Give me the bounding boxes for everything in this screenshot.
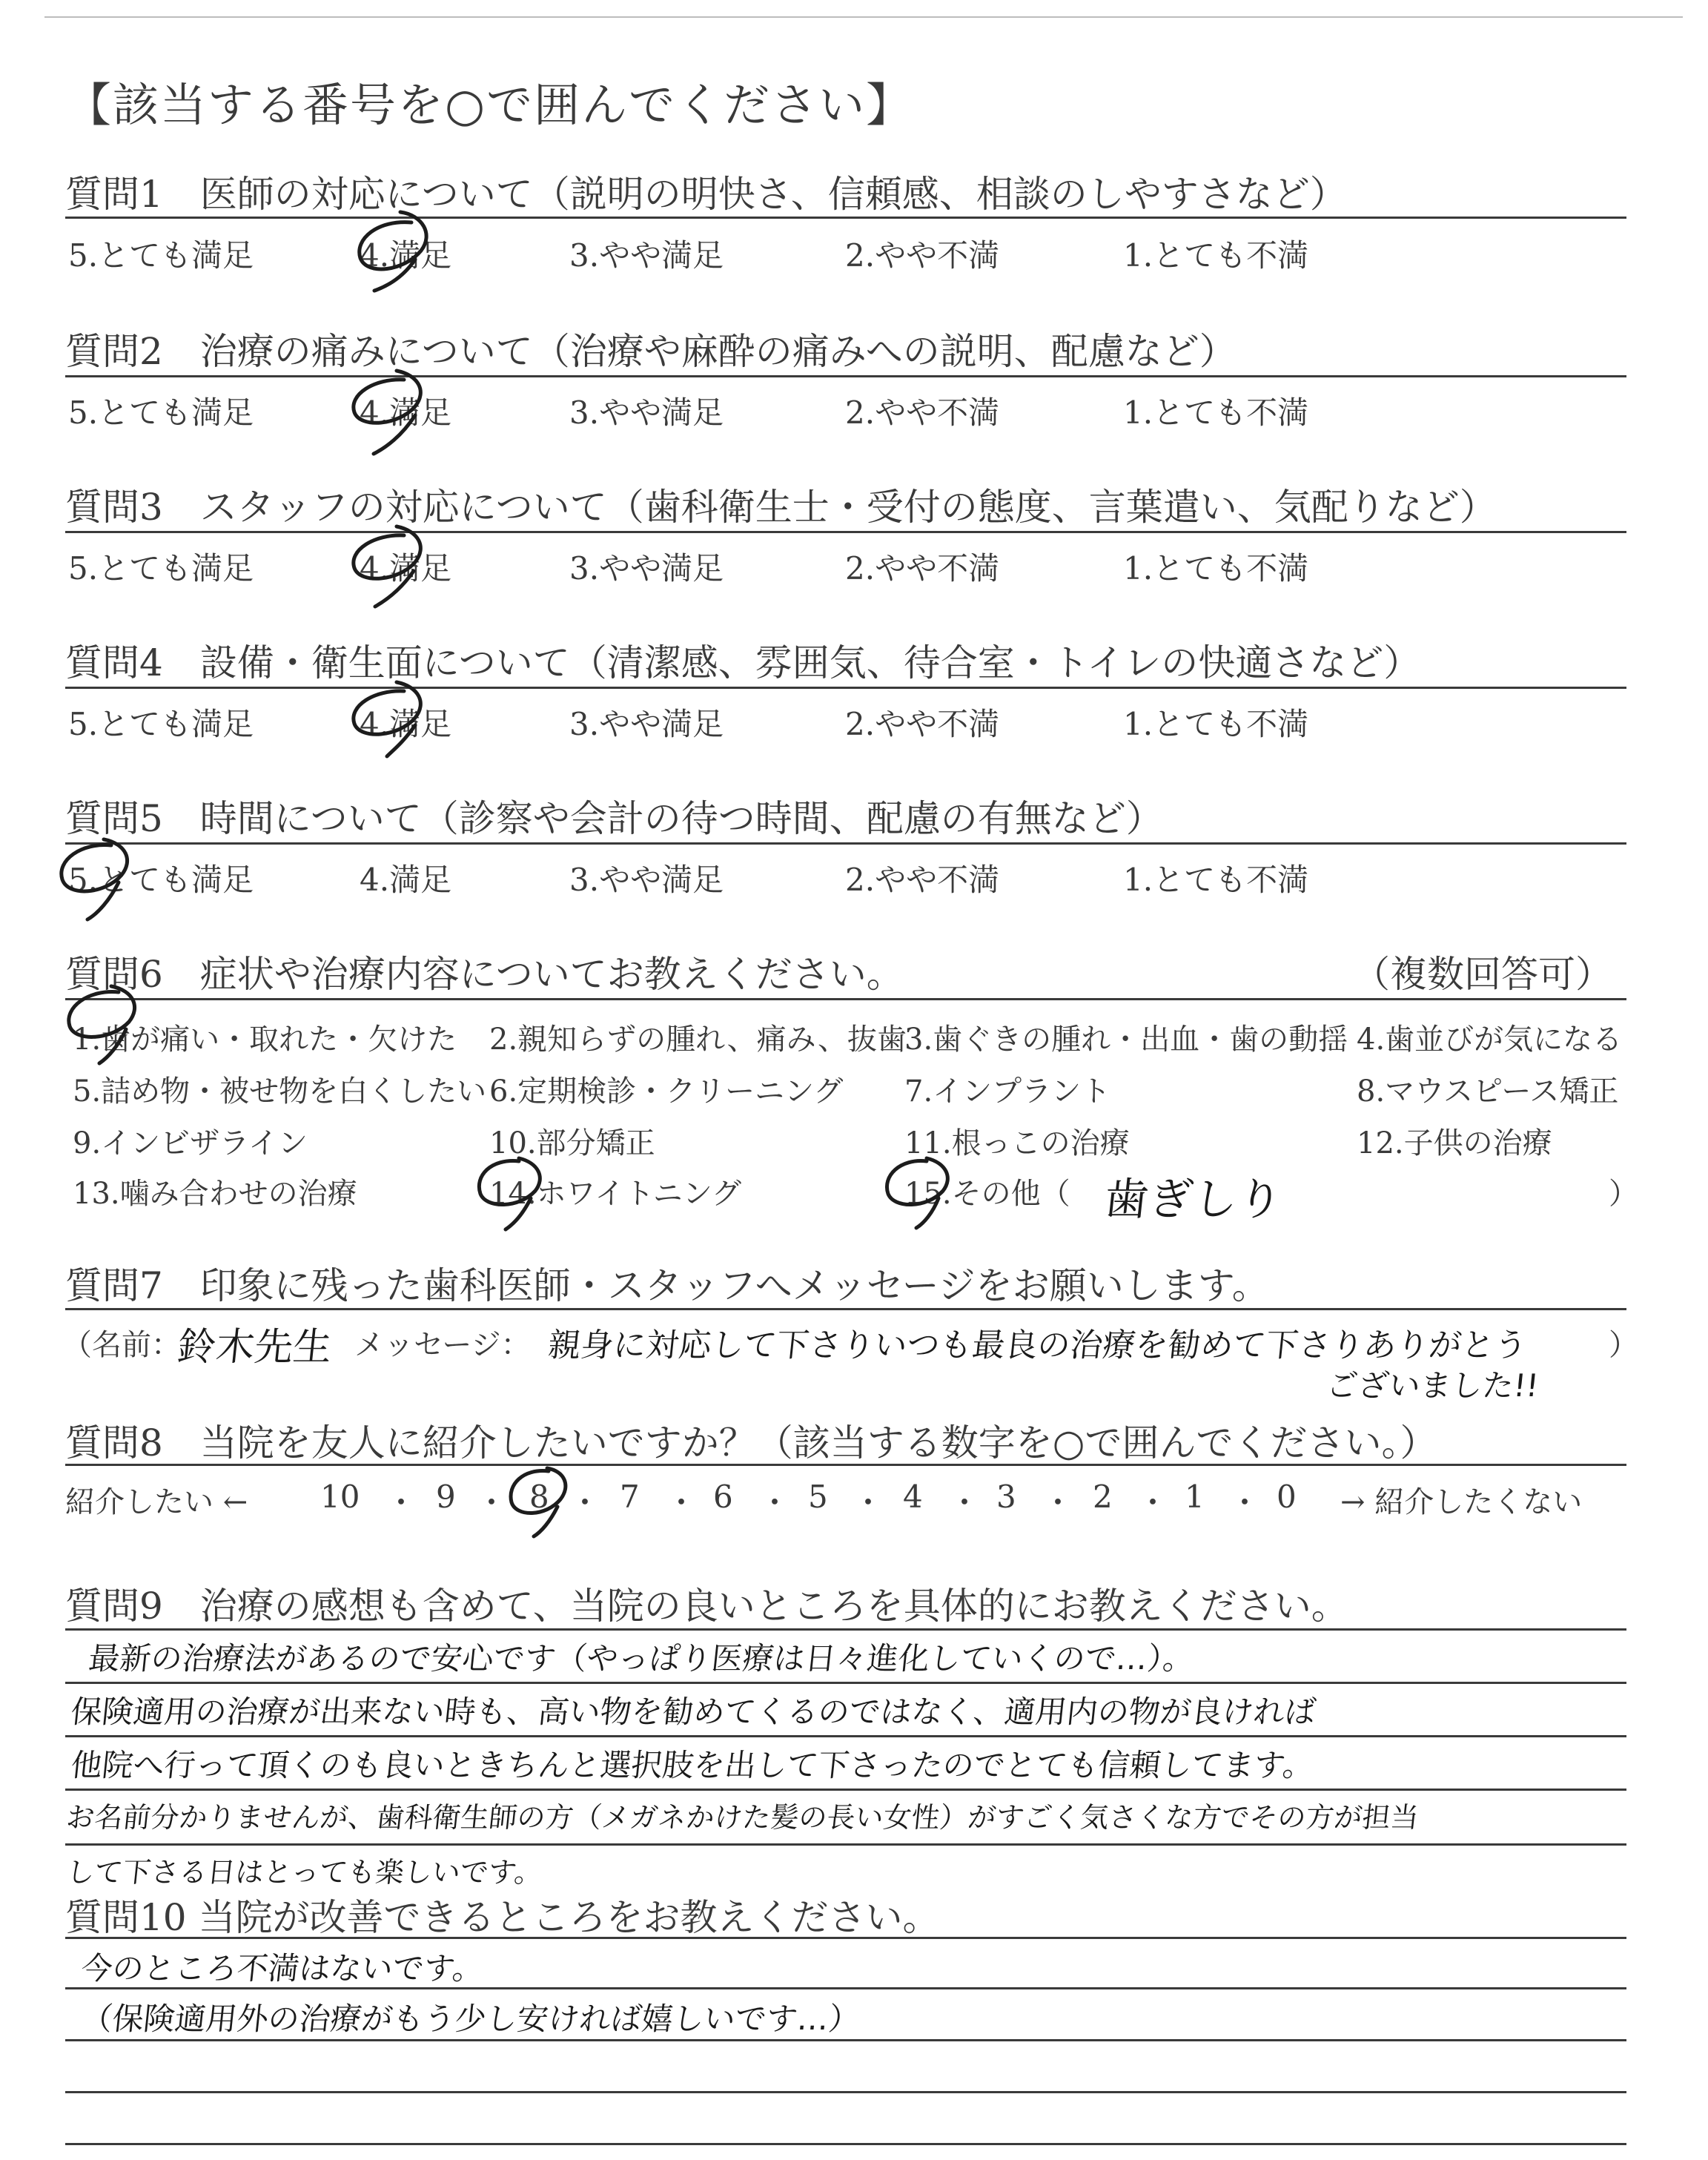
q2-option-3[interactable]: 3.やや満足 <box>569 394 724 431</box>
q9-rule-2 <box>65 1735 1626 1737</box>
q8-score-8[interactable]: 8 <box>529 1479 549 1515</box>
q4-rule <box>65 687 1626 689</box>
q3-option-1[interactable]: 1.とても不満 <box>1123 550 1309 587</box>
q8-score-7[interactable]: 7 <box>620 1479 640 1515</box>
q8-score-6[interactable]: 6 <box>713 1479 733 1515</box>
q9-answer-line-1[interactable]: 最新の治療法があるので安心です（やっぱり医療は日々進化していくので…）。 <box>87 1640 1196 1677</box>
q7-rule <box>65 1308 1626 1310</box>
q7-name-value[interactable]: 鈴木先生 <box>175 1325 334 1370</box>
q8-dot: ・ <box>1137 1484 1169 1521</box>
q9-rule-4 <box>65 1843 1626 1846</box>
q6-item-2[interactable]: 2.親知らずの腫れ、痛み、抜歯 <box>489 1023 907 1057</box>
q8-score-3[interactable]: 3 <box>996 1479 1016 1515</box>
q10-answer-line-1[interactable]: 今のところ不満はないです。 <box>79 1950 486 1986</box>
q1-option-5[interactable]: 5.とても満足 <box>68 237 254 274</box>
q9-rule-1 <box>65 1682 1626 1684</box>
q6-other-close: ） <box>1609 1177 1638 1211</box>
q10-rule-4 <box>65 2143 1626 2145</box>
q9-rule-0 <box>65 1628 1626 1631</box>
q2-rule <box>65 375 1626 377</box>
q8-score-0[interactable]: 0 <box>1277 1479 1297 1515</box>
q7-close: ） <box>1609 1328 1638 1362</box>
q5-option-5[interactable]: 5.とても満足 <box>68 862 254 898</box>
q9-answer-line-5[interactable]: して下さる日はとっても楽しいです。 <box>64 1856 545 1889</box>
q9-title: 質問9 治療の感想も含めて、当院の良いところを具体的にお教えください。 <box>65 1585 1348 1628</box>
q8-dot: ・ <box>759 1484 791 1521</box>
q2-option-5[interactable]: 5.とても満足 <box>68 394 254 431</box>
q3-rule <box>65 531 1626 533</box>
q6-title: 質問6 症状や治療内容についてお教えください。 <box>65 953 904 996</box>
q10-rule-1 <box>65 1987 1626 1989</box>
q8-dot: ・ <box>1229 1484 1261 1521</box>
instruction-header: 【該当する番号を○で囲んでください】 <box>65 78 914 132</box>
q10-title: 質問10 当院が改善できるところをお教えください。 <box>65 1896 940 1939</box>
q1-title: 質問1 医師の対応について（説明の明快さ、信頼感、相談のしやすさなど） <box>65 173 1347 216</box>
q8-left-label: 紹介したい ← <box>65 1485 248 1519</box>
q6-item-12[interactable]: 12.子供の治療 <box>1357 1126 1552 1160</box>
q8-dot: ・ <box>1042 1484 1074 1521</box>
q10-answer-line-2[interactable]: （保険適用外の治療がもう少し安ければ嬉しいです…） <box>79 2001 862 2037</box>
q8-rule <box>65 1464 1626 1466</box>
q8-score-9[interactable]: 9 <box>436 1479 456 1515</box>
q8-score-5[interactable]: 5 <box>808 1479 828 1515</box>
q8-dot: ・ <box>949 1484 981 1521</box>
q6-multiple-note: （複数回答可） <box>1353 953 1612 996</box>
q9-answer-line-3[interactable]: 他院へ行って頂くのも良いときちんと選択肢を出して下さったのでとても信頼してます。 <box>69 1747 1316 1783</box>
q3-option-3[interactable]: 3.やや満足 <box>569 550 724 587</box>
q1-option-4[interactable]: 4.満足 <box>360 237 452 274</box>
q9-answer-line-4[interactable]: お名前分かりませんが、歯科衛生師の方（メガネかけた髪の長い女性）がすごく気さくな方でその方が担当 <box>64 1801 1420 1834</box>
q6-item-9[interactable]: 9.インビザライン <box>73 1126 308 1160</box>
q8-score-4[interactable]: 4 <box>903 1479 923 1515</box>
q6-item-7[interactable]: 7.インプラント <box>904 1074 1111 1109</box>
q4-option-2[interactable]: 2.やや不満 <box>845 706 1000 742</box>
q1-rule <box>65 217 1626 219</box>
q3-option-4[interactable]: 4.満足 <box>360 550 452 587</box>
q2-option-2[interactable]: 2.やや不満 <box>845 394 1000 431</box>
q7-title: 質問7 印象に残った歯科医師・スタッフへメッセージをお願いします。 <box>65 1264 1269 1307</box>
q4-option-1[interactable]: 1.とても不満 <box>1123 706 1309 742</box>
q2-title: 質問2 治療の痛みについて（治療や麻酔の痛みへの説明、配慮など） <box>65 330 1237 373</box>
q7-name-label: （名前： <box>62 1328 181 1362</box>
q8-dot: ・ <box>569 1484 601 1521</box>
top-border <box>44 16 1683 18</box>
q5-option-3[interactable]: 3.やや満足 <box>569 862 724 898</box>
q9-rule-3 <box>65 1789 1626 1791</box>
q8-dot: ・ <box>476 1484 508 1521</box>
q4-option-3[interactable]: 3.やや満足 <box>569 706 724 742</box>
q8-dot: ・ <box>666 1484 698 1521</box>
q5-option-1[interactable]: 1.とても不満 <box>1123 862 1309 898</box>
q9-answer-line-2[interactable]: 保険適用の治療が出来ない時も、高い物を勧めてくるのではなく、適用内の物が良ければ <box>69 1694 1318 1730</box>
q5-title: 質問5 時間について（診察や会計の待つ時間、配慮の有無など） <box>65 797 1163 840</box>
q1-option-1[interactable]: 1.とても不満 <box>1123 237 1309 274</box>
q4-option-4[interactable]: 4.満足 <box>360 706 452 742</box>
q2-option-1[interactable]: 1.とても不満 <box>1123 394 1309 431</box>
q8-right-label: → 紹介したくない <box>1340 1485 1583 1519</box>
q6-item-15[interactable]: 15.その他（ <box>904 1177 1070 1211</box>
q6-item-14[interactable]: 14.ホワイトニング <box>489 1177 742 1211</box>
q6-item-5[interactable]: 5.詰め物・被せ物を白くしたい <box>73 1074 487 1109</box>
q10-rule-2 <box>65 2039 1626 2041</box>
q6-rule <box>65 998 1626 1000</box>
q6-item-4[interactable]: 4.歯並びが気になる <box>1357 1023 1623 1057</box>
q1-option-3[interactable]: 3.やや満足 <box>569 237 724 274</box>
q3-option-2[interactable]: 2.やや不満 <box>845 550 1000 587</box>
q6-item-8[interactable]: 8.マウスピース矯正 <box>1357 1074 1619 1109</box>
q5-option-4[interactable]: 4.満足 <box>360 862 452 898</box>
q8-score-1[interactable]: 1 <box>1185 1479 1205 1515</box>
q6-item-13[interactable]: 13.噛み合わせの治療 <box>73 1177 357 1211</box>
q7-message-line-2[interactable]: ございました!! <box>1325 1367 1540 1404</box>
q2-option-4[interactable]: 4.満足 <box>360 394 452 431</box>
q6-item-3[interactable]: 3.歯ぐきの腫れ・出血・歯の動揺 <box>904 1023 1348 1057</box>
q4-title: 質問4 設備・衛生面について（清潔感、雰囲気、待合室・トイレの快適さなど） <box>65 641 1421 684</box>
q10-rule-3 <box>65 2091 1626 2093</box>
q8-dot: ・ <box>385 1484 417 1521</box>
q1-option-2[interactable]: 2.やや不満 <box>845 237 1000 274</box>
q7-message-line-1[interactable]: 親身に対応して下さりいつも最良の治療を勧めて下さりありがとう <box>546 1327 1529 1364</box>
q6-item-11[interactable]: 11.根っこの治療 <box>904 1126 1130 1160</box>
q10-rule-0 <box>65 1937 1626 1939</box>
q3-option-5[interactable]: 5.とても満足 <box>68 550 254 587</box>
q4-option-5[interactable]: 5.とても満足 <box>68 706 254 742</box>
q3-title: 質問3 スタッフの対応について（歯科衛生士・受付の態度、言葉遣い、気配りなど） <box>65 486 1497 529</box>
q8-title: 質問8 当院を友人に紹介したいですか？（該当する数字を○で囲んでください。） <box>65 1421 1437 1464</box>
q6-item-10[interactable]: 10.部分矯正 <box>489 1126 655 1160</box>
q6-item-6[interactable]: 6.定期検診・クリーニング <box>489 1074 844 1109</box>
q5-option-2[interactable]: 2.やや不満 <box>845 862 1000 898</box>
q8-dot: ・ <box>853 1484 884 1521</box>
q7-message-label: メッセージ： <box>354 1328 531 1362</box>
q8-score-2[interactable]: 2 <box>1093 1479 1113 1515</box>
q6-item-1[interactable]: 1.歯が痛い・取れた・欠けた <box>73 1023 457 1057</box>
q8-score-10[interactable]: 10 <box>320 1479 360 1515</box>
q6-other-answer[interactable]: 歯ぎしり <box>1101 1174 1285 1226</box>
q5-rule <box>65 842 1626 845</box>
